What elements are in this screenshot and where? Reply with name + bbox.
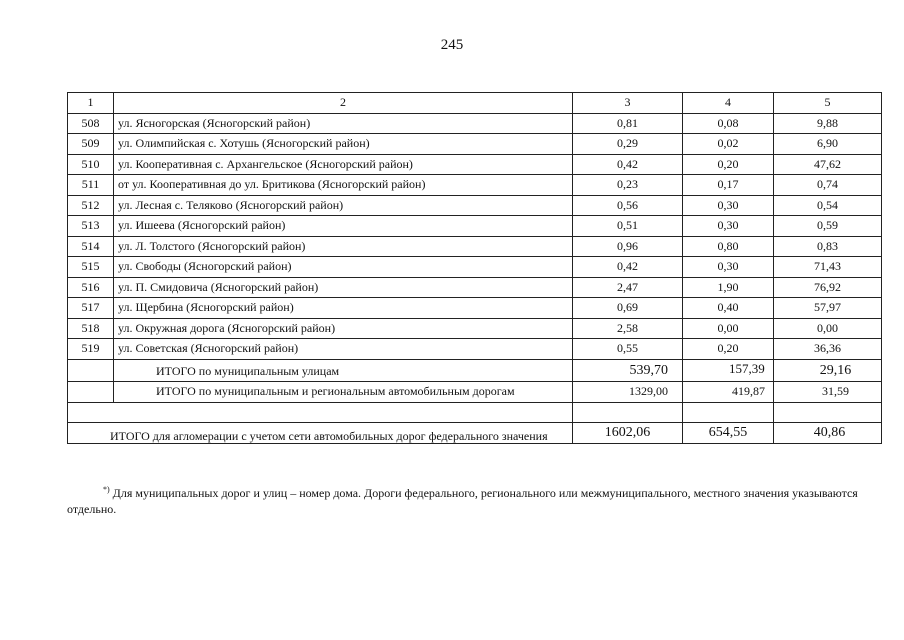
header-row [68,93,882,114]
table-row [68,113,882,134]
value-col-4: 0,80 [683,236,774,257]
value-col-4: 0,08 [683,113,774,134]
road-name: ул. Ишеева (Ясногорский район) [114,216,573,237]
value-col-4: 0,20 [683,339,774,360]
row-number: 509 [68,134,114,155]
column-header-2: 2 [114,93,573,114]
value-col-3: 2,47 [573,277,683,298]
value-col-3: 0,81 [573,113,683,134]
table-row [68,134,882,155]
total-value-5: 29,16 [774,359,882,382]
table-row [68,236,882,257]
value-col-4: 0,30 [683,216,774,237]
row-number: 514 [68,236,114,257]
table-row [68,277,882,298]
value-col-5: 0,54 [774,195,882,216]
empty-row [68,402,882,423]
table-row [68,154,882,175]
value-col-4: 0,02 [683,134,774,155]
table-row [68,175,882,196]
column-header-4: 4 [683,93,774,114]
value-col-5: 6,90 [774,134,882,155]
row-number: 511 [68,175,114,196]
value-col-5: 47,62 [774,154,882,175]
value-col-3: 0,69 [573,298,683,319]
table-row [68,298,882,319]
road-name: ул. П. Смидовича (Ясногорский район) [114,277,573,298]
total-label: ИТОГО для агломерации с учетом сети автомобильных дорог федерального значения [68,423,573,444]
table-row [68,195,882,216]
column-header-3: 3 [573,93,683,114]
value-col-4: 0,00 [683,318,774,339]
row-number: 508 [68,113,114,134]
road-name: ул. Окружная дорога (Ясногорский район) [114,318,573,339]
column-header-1: 1 [68,93,114,114]
value-col-4: 0,40 [683,298,774,319]
value-col-3: 2,58 [573,318,683,339]
footnote-mark: *) [103,485,110,494]
value-col-3: 0,56 [573,195,683,216]
road-name: ул. Ясногорская (Ясногорский район) [114,113,573,134]
total-value-3: 1602,06 [573,423,683,444]
value-col-5: 71,43 [774,257,882,278]
total-value-5: 31,59 [774,382,882,403]
value-col-5: 76,92 [774,277,882,298]
road-name: от ул. Кооперативная до ул. Бритикова (Ясногорский район) [114,175,573,196]
table-body [68,113,882,359]
value-col-3: 0,29 [573,134,683,155]
road-name: ул. Олимпийская с. Хотушь (Ясногорский район) [114,134,573,155]
total-label: ИТОГО по муниципальным улицам [114,359,573,382]
row-number: 513 [68,216,114,237]
column-header-5: 5 [774,93,882,114]
total-agglomeration-row [68,423,882,444]
total-value-4: 157,39 [683,359,774,382]
road-name: ул. Щербина (Ясногорский район) [114,298,573,319]
footnote-text: Для муниципальных дорог и улиц – номер дома. Дороги федерального, регионального или межмуниципального, местного значения указываются отдельно. [67,486,858,516]
table-row [68,339,882,360]
value-col-5: 0,59 [774,216,882,237]
road-name: ул. Лесная с. Теляково (Ясногорский район) [114,195,573,216]
value-col-5: 36,36 [774,339,882,360]
value-col-4: 0,30 [683,195,774,216]
total-value-3: 1329,00 [573,382,683,403]
road-name: ул. Советская (Ясногорский район) [114,339,573,360]
row-number: 515 [68,257,114,278]
value-col-4: 1,90 [683,277,774,298]
row-number: 519 [68,339,114,360]
value-col-5: 0,74 [774,175,882,196]
row-number: 512 [68,195,114,216]
page-number: 245 [440,37,464,53]
value-col-4: 0,17 [683,175,774,196]
value-col-4: 0,30 [683,257,774,278]
total-value-4: 654,55 [683,423,774,444]
value-col-5: 0,00 [774,318,882,339]
total-value-3: 539,70 [573,359,683,382]
road-name: ул. Кооперативная с. Архангельское (Ясногорский район) [114,154,573,175]
total-value-5: 40,86 [774,423,882,444]
value-col-5: 9,88 [774,113,882,134]
roads-table [67,92,882,444]
total-value-4: 419,87 [683,382,774,403]
row-number: 510 [68,154,114,175]
table-row [68,257,882,278]
table-row [68,318,882,339]
total-municipal-regional-row [68,382,882,403]
value-col-3: 0,23 [573,175,683,196]
total-label: ИТОГО по муниципальным и региональным автомобильным дорогам [114,382,573,403]
footnote [67,485,867,517]
value-col-5: 57,97 [774,298,882,319]
value-col-3: 0,42 [573,257,683,278]
table-row [68,216,882,237]
value-col-5: 0,83 [774,236,882,257]
row-number: 517 [68,298,114,319]
value-col-3: 0,42 [573,154,683,175]
road-name: ул. Свободы (Ясногорский район) [114,257,573,278]
row-number: 518 [68,318,114,339]
value-col-4: 0,20 [683,154,774,175]
total-municipal-streets-row [68,359,882,382]
road-name: ул. Л. Толстого (Ясногорский район) [114,236,573,257]
value-col-3: 0,51 [573,216,683,237]
value-col-3: 0,96 [573,236,683,257]
value-col-3: 0,55 [573,339,683,360]
row-number: 516 [68,277,114,298]
